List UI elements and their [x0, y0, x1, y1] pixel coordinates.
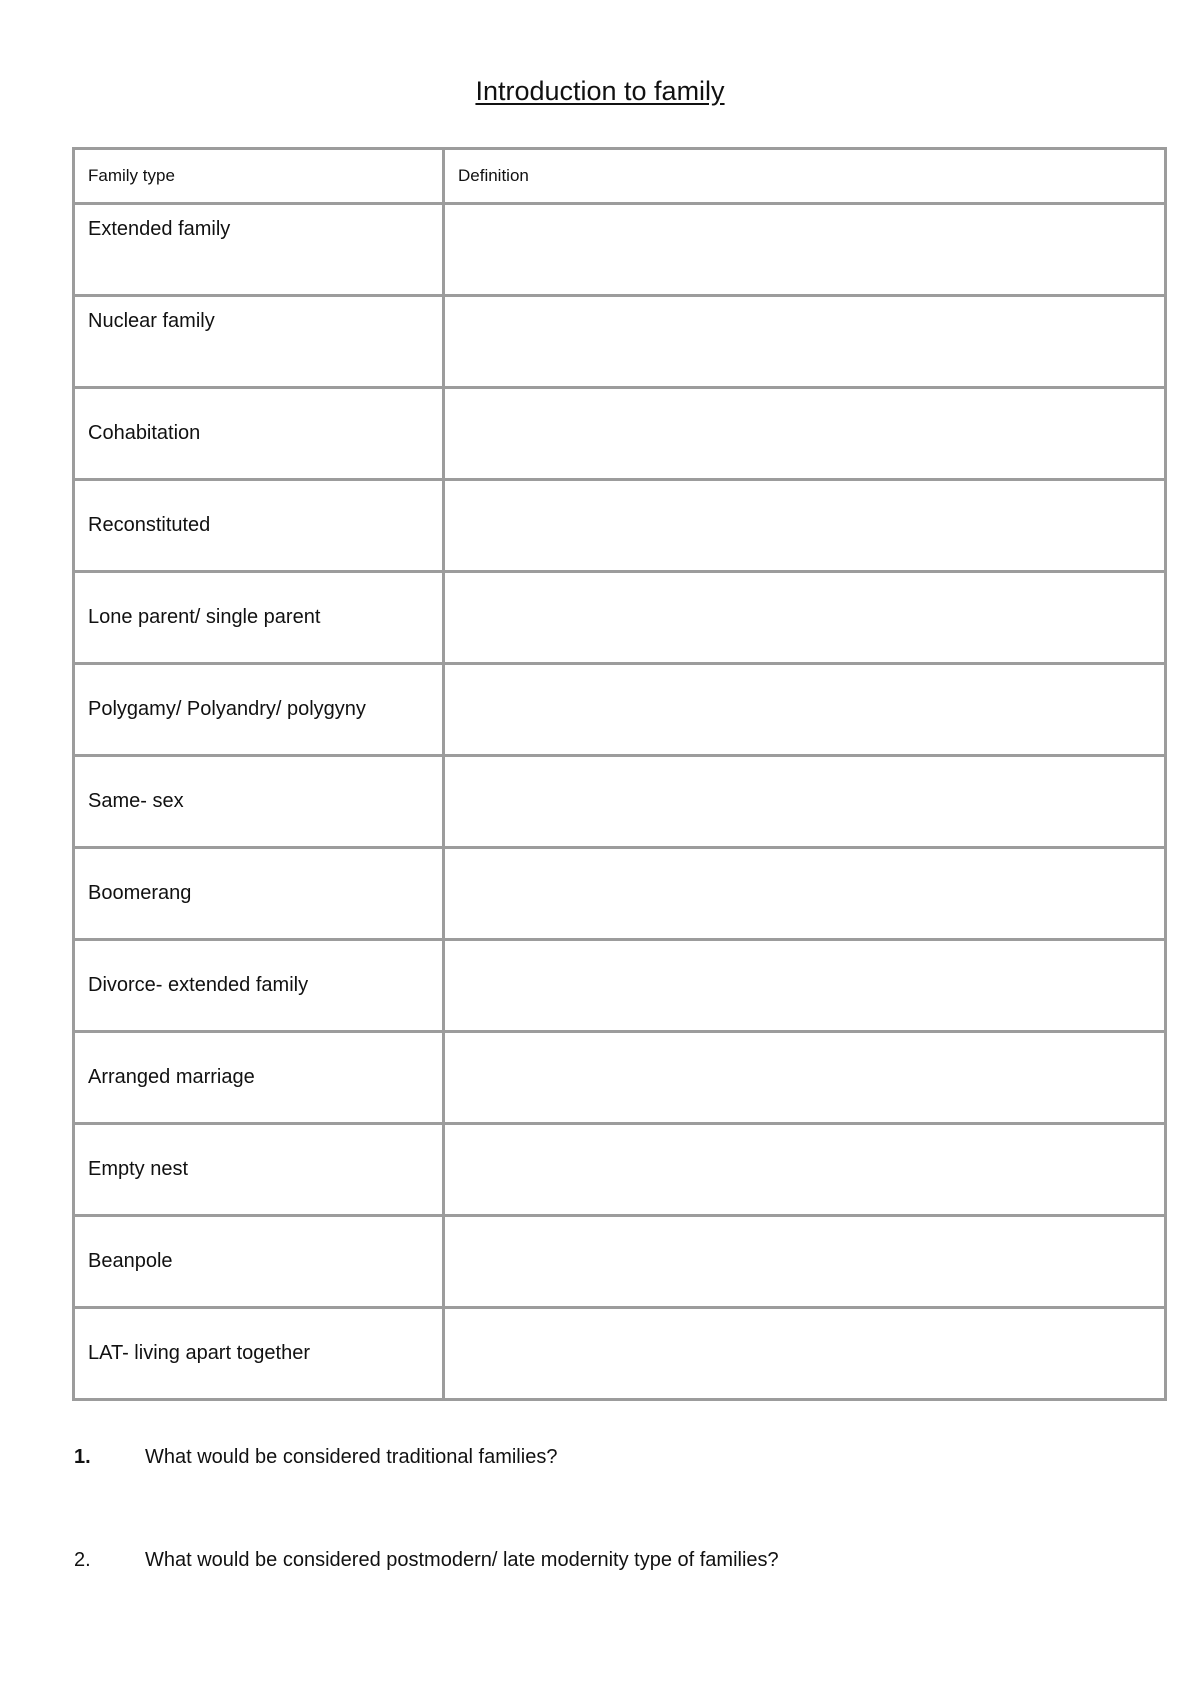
- table-row: [74, 1032, 1166, 1124]
- family-type-cell: Arranged marriage: [74, 1032, 444, 1124]
- family-type-cell: Cohabitation: [74, 388, 444, 480]
- table-header-row: [74, 149, 1166, 204]
- definition-cell[interactable]: [444, 940, 1166, 1032]
- definition-cell[interactable]: [444, 480, 1166, 572]
- table-row: [74, 204, 1166, 296]
- table-row: [74, 848, 1166, 940]
- column-header-definition: Definition: [444, 149, 1166, 204]
- definition-cell[interactable]: [444, 756, 1166, 848]
- family-type-cell: Reconstituted: [74, 480, 444, 572]
- table-row: [74, 940, 1166, 1032]
- family-type-cell: Lone parent/ single parent: [74, 572, 444, 664]
- definition-cell[interactable]: [444, 1032, 1166, 1124]
- column-header-family-type: Family type: [74, 149, 444, 204]
- definition-cell[interactable]: [444, 572, 1166, 664]
- question-number: 1.: [74, 1446, 91, 1468]
- family-type-cell: Same- sex: [74, 756, 444, 848]
- table-row: [74, 480, 1166, 572]
- definition-cell[interactable]: [444, 1124, 1166, 1216]
- definition-cell[interactable]: [444, 204, 1166, 296]
- question-text: What would be considered traditional families?: [145, 1446, 558, 1468]
- family-type-cell: Extended family: [74, 204, 444, 296]
- definition-cell[interactable]: [444, 1216, 1166, 1308]
- family-types-table: [72, 147, 1167, 1401]
- family-type-cell: Boomerang: [74, 848, 444, 940]
- family-type-cell: LAT- living apart together: [74, 1308, 444, 1400]
- family-type-cell: Nuclear family: [74, 296, 444, 388]
- definition-cell[interactable]: [444, 848, 1166, 940]
- question-item: [74, 1549, 1154, 1652]
- table-row: [74, 664, 1166, 756]
- family-type-cell: Divorce- extended family: [74, 940, 444, 1032]
- family-type-cell: Polygamy/ Polyandry/ polygyny: [74, 664, 444, 756]
- family-type-cell: Beanpole: [74, 1216, 444, 1308]
- question-item: [74, 1446, 1154, 1549]
- page-title: Introduction to family: [475, 76, 725, 106]
- definition-cell[interactable]: [444, 1308, 1166, 1400]
- definition-cell[interactable]: [444, 388, 1166, 480]
- definition-cell[interactable]: [444, 664, 1166, 756]
- question-number: 2.: [74, 1549, 91, 1571]
- table-row: [74, 1124, 1166, 1216]
- definition-cell[interactable]: [444, 296, 1166, 388]
- table-row: [74, 388, 1166, 480]
- question-list: [74, 1446, 1154, 1652]
- table-row: [74, 296, 1166, 388]
- table-row: [74, 1216, 1166, 1308]
- table-row: [74, 1308, 1166, 1400]
- question-text: What would be considered postmodern/ late modernity type of families?: [145, 1549, 779, 1571]
- family-type-cell: Empty nest: [74, 1124, 444, 1216]
- table-row: [74, 572, 1166, 664]
- table-row: [74, 756, 1166, 848]
